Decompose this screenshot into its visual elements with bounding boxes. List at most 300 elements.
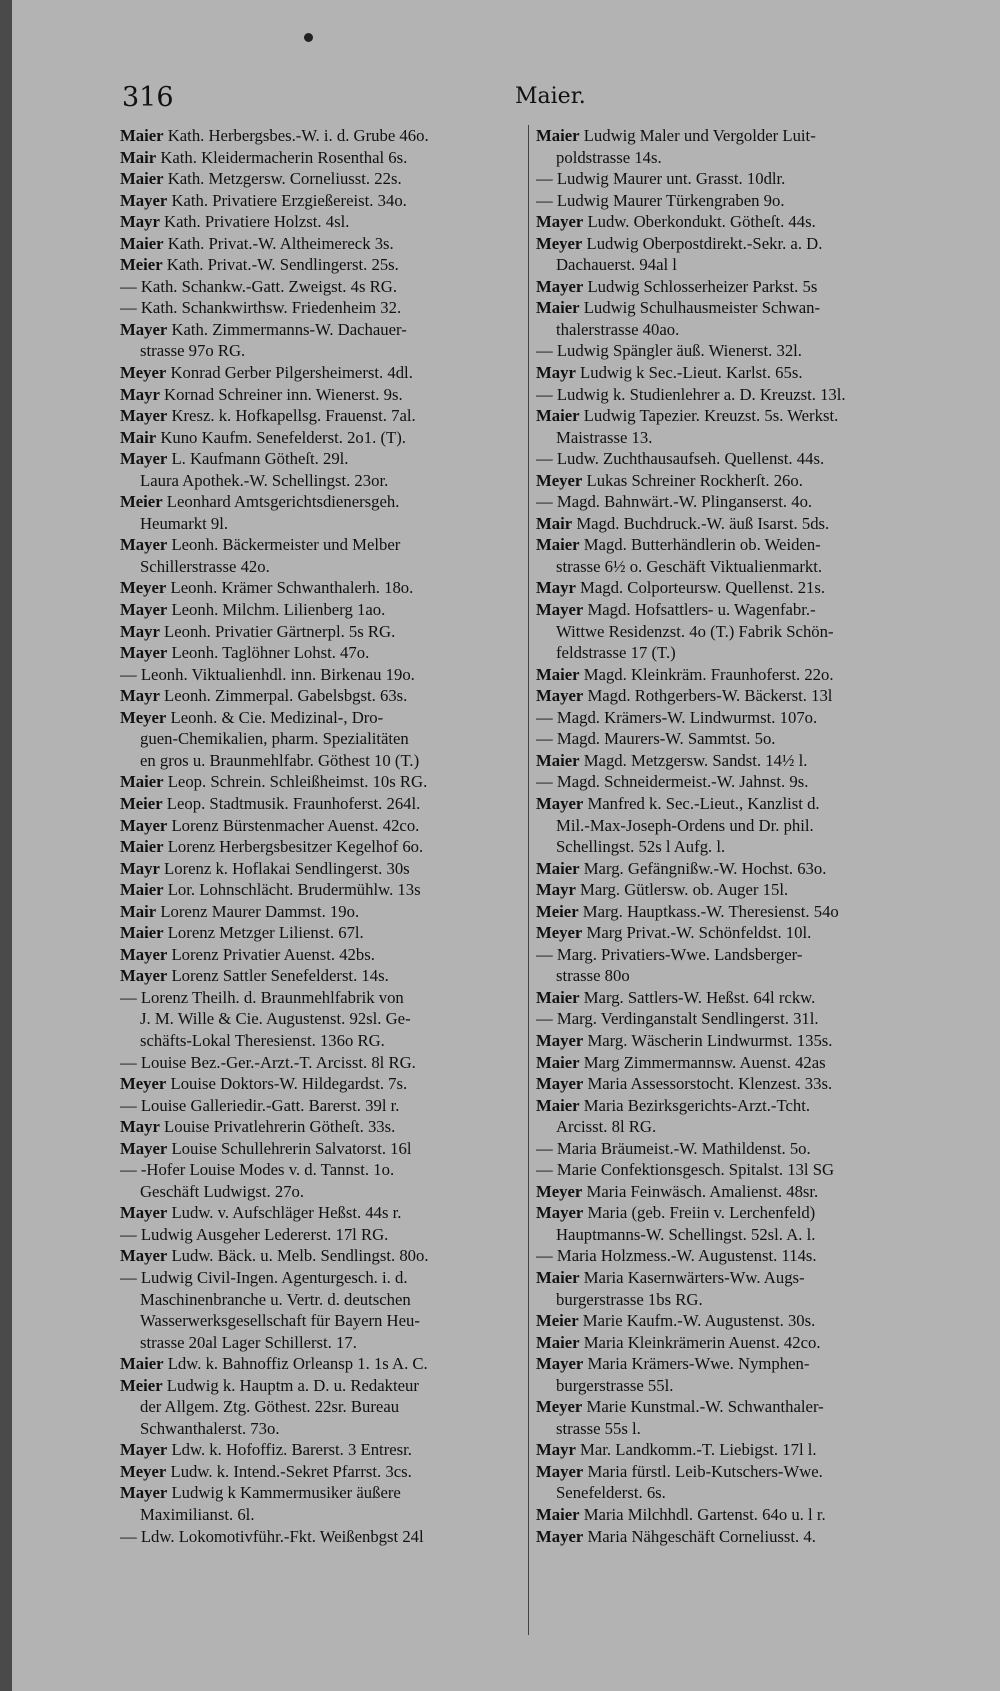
entry-text: Schellingst. 52s l Aufg. l. [556, 837, 726, 857]
directory-entry-line [120, 1073, 530, 1095]
entry-text: Konrad Gerber Pilgersheimerst. 4dl. [170, 363, 413, 383]
entry-text: Schillerstrasse 42o. [140, 556, 270, 576]
directory-entry-line [120, 965, 530, 987]
entry-text: Magd. Butterhändlerin ob. Weiden- [583, 535, 821, 555]
directory-entry-line [120, 276, 530, 298]
entry-text: Louise Privatlehrerin Götheſt. 33s. [164, 1117, 396, 1137]
directory-entry-line [120, 1310, 530, 1332]
entry-surname: Meier [120, 1375, 163, 1395]
entry-text: Geschäft Ludwigst. 27o. [140, 1181, 305, 1201]
directory-entry-line [536, 836, 946, 858]
directory-entry-line [536, 1439, 946, 1461]
entry-text: — Ludw. Zuchthausaufseh. Quellenst. 44s. [536, 449, 825, 469]
entry-surname: Maier [536, 126, 580, 145]
directory-entry-line [536, 491, 946, 513]
directory-entry-line [536, 254, 946, 276]
left-column [120, 125, 530, 1547]
directory-entry-line [120, 944, 530, 966]
entry-surname: Meyer [536, 1181, 583, 1201]
entry-surname: Mayr [536, 578, 576, 598]
directory-entry-line [120, 190, 530, 212]
directory-entry-line [120, 448, 530, 470]
directory-entry-line [536, 276, 946, 298]
directory-entry-line [120, 168, 530, 190]
entry-text: — Ludwig Civil-Ingen. Agenturgesch. i. d. [120, 1267, 408, 1287]
directory-entry-line [536, 1504, 946, 1526]
entry-text: strasse 55s l. [556, 1418, 641, 1438]
entry-text: Marg Privat.-W. Schönfeldst. 10l. [586, 923, 812, 943]
directory-entry-line [536, 1482, 946, 1504]
directory-entry-line [536, 297, 946, 319]
entry-text: Lorenz Metzger Lilienst. 67l. [167, 923, 364, 943]
entry-text: Ludwig k Sec.-Lieut. Karlst. 65s. [580, 363, 803, 383]
entry-surname: Maier [120, 772, 164, 792]
entry-text: strasse 6½ o. Geschäft Viktualienmarkt. [556, 556, 823, 576]
directory-entry-line [120, 793, 530, 815]
directory-entry-line [120, 1332, 530, 1354]
entry-surname: Maier [536, 664, 580, 684]
entry-surname: Mayer [120, 643, 168, 663]
entry-text: burgerstrasse 1bs RG. [556, 1289, 703, 1309]
entry-surname: Maier [120, 233, 164, 253]
entry-text: Kath. Privat.-W. Sendlingerst. 25s. [166, 255, 399, 275]
directory-entry-line [536, 125, 946, 147]
entry-text: Ludwig Oberpostdirekt.-Sekr. a. D. [586, 233, 823, 253]
entry-surname: Mayr [120, 858, 160, 878]
entry-text: — Ludwig Maurer Türkengraben 9o. [536, 190, 785, 210]
entry-text: strasse 80o [556, 966, 630, 986]
directory-entry-line [536, 427, 946, 449]
entry-surname: Maier [536, 406, 580, 426]
entry-text: — Leonh. Viktualienhdl. inn. Birkenau 19o. [120, 664, 415, 684]
entry-text: Magd. Buchdruck.-W. äuß Isarst. 5ds. [576, 513, 830, 533]
entry-surname: Maier [536, 1095, 580, 1115]
entry-text: schäfts-Lokal Theresienst. 136o RG. [140, 1030, 385, 1050]
directory-entry-line [120, 427, 530, 449]
directory-entry-line [120, 1116, 530, 1138]
directory-entry-line [536, 577, 946, 599]
entry-surname: Mayer [536, 600, 584, 620]
entry-surname: Maier [536, 987, 580, 1007]
entry-text: Kath. Privat.-W. Altheimereck 3s. [167, 233, 394, 253]
entry-surname: Meyer [120, 1461, 167, 1481]
entry-surname: Maier [120, 923, 164, 943]
directory-entry-line [536, 1396, 946, 1418]
entry-text: Maria (geb. Freiin v. Lerchenfeld) [587, 1203, 816, 1223]
entry-text: — Kath. Schankwirthsw. Friedenheim 32. [120, 298, 402, 318]
directory-entry-line [120, 1224, 530, 1246]
entry-text: Magd. Hofsattlers- u. Wagenfabr.- [587, 600, 816, 620]
entry-surname: Mayr [120, 621, 160, 641]
entry-text: Maria Krämers-Wwe. Nymphen- [587, 1354, 810, 1374]
entry-text: — Maria Bräumeist.-W. Mathildenst. 5o. [536, 1138, 811, 1158]
entry-text: Lukas Schreiner Rockherſt. 26o. [586, 470, 803, 490]
entry-surname: Meyer [120, 363, 167, 383]
entry-text: Ludw. v. Aufschläger Heßst. 44s r. [171, 1203, 402, 1223]
entry-text: Kath. Zimmermanns-W. Dachauer- [171, 319, 407, 339]
directory-entry-line [120, 836, 530, 858]
directory-entry-line [536, 211, 946, 233]
entry-text: strasse 20al Lager Schillerst. 17. [140, 1332, 357, 1352]
directory-entry-line [120, 470, 530, 492]
directory-entry-line [120, 1138, 530, 1160]
entry-text: Kresz. k. Hofkapellsg. Frauenst. 7al. [171, 406, 416, 426]
entry-text: — Marg. Verdinganstalt Sendlingerst. 31l. [536, 1009, 819, 1029]
directory-entry-line [536, 707, 946, 729]
entry-surname: Maier [536, 858, 580, 878]
entry-surname: Mayer [536, 1354, 584, 1374]
directory-entry-line [120, 1504, 530, 1526]
entry-text: — Magd. Schneidermeist.-W. Jahnst. 9s. [536, 772, 809, 792]
entry-text: Maria Feinwäsch. Amalienst. 48sr. [586, 1181, 819, 1201]
directory-entry-line [536, 513, 946, 535]
entry-surname: Maier [536, 535, 580, 555]
entry-surname: Mayer [536, 1074, 584, 1094]
entry-surname: Mayer [120, 1440, 168, 1460]
directory-entry-line [536, 470, 946, 492]
directory-entry-line [536, 1245, 946, 1267]
entry-text: Lorenz Privatier Auenst. 42bs. [171, 944, 375, 964]
directory-entry-line [536, 1289, 946, 1311]
entry-text: — -Hofer Louise Modes v. d. Tannst. 1o. [120, 1160, 395, 1180]
entry-text: Ludwig k. Hauptm a. D. u. Redakteur [166, 1375, 419, 1395]
directory-entry-line [536, 965, 946, 987]
directory-entry-line [120, 319, 530, 341]
entry-text: Leonh. & Cie. Medizinal-, Dro- [170, 707, 384, 727]
entry-surname: Maier [120, 1354, 164, 1374]
directory-entry-line [120, 750, 530, 772]
entry-text: strasse 97o RG. [140, 341, 246, 361]
entry-text: Leonh. Krämer Schwanthalerh. 18o. [170, 578, 414, 598]
entry-text: Leop. Schrein. Schleißheimst. 10s RG. [167, 772, 428, 792]
directory-entry-line [120, 125, 530, 147]
entry-surname: Meyer [120, 1074, 167, 1094]
entry-text: L. Kaufmann Götheſt. 29l. [171, 449, 349, 469]
directory-entry-line [536, 168, 946, 190]
directory-entry-line [536, 405, 946, 427]
directory-entry-line [120, 599, 530, 621]
entry-surname: Mayr [120, 212, 160, 232]
directory-entry-line [120, 1353, 530, 1375]
directory-entry-line [120, 1396, 530, 1418]
directory-entry-line [120, 1289, 530, 1311]
entry-text: — Marie Confektionsgesch. Spitalst. 13l SG [536, 1160, 835, 1180]
directory-entry-line [120, 556, 530, 578]
directory-entry-line [120, 254, 530, 276]
directory-entry-line [120, 491, 530, 513]
entry-text: Kath. Privatiere Erzgießereist. 34o. [171, 190, 407, 210]
entry-surname: Mayr [120, 384, 160, 404]
entry-text: Ludwig k Kammermusiker äußere [171, 1483, 401, 1503]
entry-text: Lorenz Bürstenmacher Auenst. 42co. [171, 815, 420, 835]
entry-surname: Maier [536, 1332, 580, 1352]
entry-text: J. M. Wille & Cie. Augustenst. 92sl. Ge- [140, 1009, 411, 1029]
directory-entry-line [120, 1267, 530, 1289]
entry-surname: Mayer [120, 319, 168, 339]
directory-entry-line [536, 879, 946, 901]
entry-surname: Mayer [536, 276, 584, 296]
directory-entry-line [120, 1439, 530, 1461]
entry-text: — Ludwig k. Studienlehrer a. D. Kreuzst. 13l. [536, 384, 846, 404]
directory-entry-line [536, 1353, 946, 1375]
directory-entry-line [536, 233, 946, 255]
entry-surname: Mair [536, 513, 573, 533]
directory-entry-line [536, 944, 946, 966]
entry-text: — Ludwig Spängler äuß. Wienerst. 32l. [536, 341, 802, 361]
directory-entry-line [536, 728, 946, 750]
directory-entry-line [120, 922, 530, 944]
directory-entry-line [120, 384, 530, 406]
directory-entry-line [536, 1375, 946, 1397]
entry-text: Marie Kunstmal.-W. Schwanthaler- [586, 1397, 824, 1417]
entry-text: Ludwig Schulhausmeister Schwan- [583, 298, 821, 318]
entry-text: Mar. Landkomm.-T. Liebigst. 17l l. [580, 1440, 817, 1460]
entry-text: en gros u. Braunmehlfabr. Göthest 10 (T.) [140, 750, 420, 770]
entry-text: Ldw. k. Hofoffiz. Barerst. 3 Entresr. [171, 1440, 412, 1460]
entry-surname: Maier [536, 1267, 580, 1287]
entry-surname: Meyer [536, 470, 583, 490]
entry-text: poldstrasse 14s. [556, 147, 662, 167]
directory-entry-line [120, 901, 530, 923]
entry-text: — Lorenz Theilh. d. Braunmehlfabrik von [120, 987, 404, 1007]
entry-text: Magd. Kleinkräm. Fraunhoferst. 22o. [583, 664, 834, 684]
entry-text: Maistrasse 13. [556, 427, 653, 447]
entry-surname: Meyer [536, 923, 583, 943]
entry-text: — Ludwig Maurer unt. Grasst. 10dlr. [536, 169, 786, 189]
entry-text: Wittwe Residenzst. 4o (T.) Fabrik Schön- [556, 621, 834, 641]
entry-text: — Kath. Schankw.-Gatt. Zweigst. 4s RG. [120, 276, 398, 296]
entry-text: Wasserwerksgesellschaft für Bayern Heu- [140, 1311, 420, 1331]
entry-text: Lorenz k. Hoflakai Sendlingerst. 30s [164, 858, 410, 878]
directory-entry-line [120, 771, 530, 793]
entry-text: Maria Kleinkrämerin Auenst. 42co. [583, 1332, 821, 1352]
binding-hole [304, 33, 313, 42]
entry-text: Leonh. Privatier Gärtnerpl. 5s RG. [164, 621, 396, 641]
entry-text: Maria Nähgeschäft Corneliusst. 4. [587, 1526, 816, 1546]
directory-entry-line [536, 685, 946, 707]
directory-entry-line [536, 1332, 946, 1354]
directory-entry-line [536, 1095, 946, 1117]
entry-text: Leonh. Zimmerpal. Gabelsbgst. 63s. [164, 686, 408, 706]
directory-entry-line [536, 1418, 946, 1440]
directory-entry-line [536, 922, 946, 944]
directory-entry-line [536, 987, 946, 1009]
entry-text: Marie Kaufm.-W. Augustenst. 30s. [582, 1311, 816, 1331]
directory-entry-line [536, 771, 946, 793]
entry-text: Schwanthalerst. 73o. [140, 1418, 280, 1438]
entry-text: Maschinenbranche u. Vertr. d. deutschen [140, 1289, 411, 1309]
entry-text: Ludwig Schlosserheizer Parkst. 5s [587, 276, 818, 296]
entry-text: Kath. Herbergsbes.-W. i. d. Grube 46o. [167, 126, 429, 145]
directory-entry-line [120, 211, 530, 233]
entry-text: Hauptmanns-W. Schellingst. 52sl. A. l. [556, 1224, 816, 1244]
entry-text: Leop. Stadtmusik. Fraunhoferst. 264l. [166, 793, 421, 813]
entry-text: Maria Milchhdl. Gartenst. 64o u. l r. [583, 1505, 826, 1524]
entry-text: Laura Apothek.-W. Schellingst. 23or. [140, 470, 389, 490]
directory-entry-line [120, 1095, 530, 1117]
entry-surname: Maier [536, 1505, 580, 1524]
directory-entry-line [120, 1482, 530, 1504]
directory-entry-line [120, 1159, 530, 1181]
entry-surname: Maier [536, 298, 580, 318]
entry-surname: Mayer [120, 966, 168, 986]
entry-text: Leonh. Bäckermeister und Melber [171, 535, 401, 555]
directory-entry-line [536, 901, 946, 923]
directory-entry-line [120, 534, 530, 556]
entry-surname: Maier [120, 880, 164, 900]
entry-text: Ludw. Bäck. u. Melb. Sendlingst. 80o. [171, 1246, 429, 1266]
directory-entry-line [120, 728, 530, 750]
running-head: Maier. [515, 84, 586, 109]
entry-surname: Mayer [120, 600, 168, 620]
entry-text: der Allgem. Ztg. Göthest. 22sr. Bureau [140, 1397, 400, 1417]
right-column [536, 125, 946, 1547]
directory-entry-line [536, 556, 946, 578]
entry-text: Maria Bezirksgerichts-Arzt.-Tcht. [583, 1095, 811, 1115]
entry-surname: Maier [536, 750, 580, 770]
directory-entry-line [120, 1181, 530, 1203]
entry-surname: Mayer [120, 944, 168, 964]
entry-text: Magd. Rothgerbers-W. Bäckerst. 13l [587, 686, 833, 706]
directory-entry-line [536, 1224, 946, 1246]
entry-text: Lorenz Herbergsbesitzer Kegelhof 6o. [167, 837, 424, 857]
directory-entry-line [120, 707, 530, 729]
entry-text: — Ldw. Lokomotivführ.-Fkt. Weißenbgst 24l [120, 1526, 424, 1546]
entry-text: Marg. Gütlersw. ob. Auger 15l. [580, 880, 789, 900]
entry-text: Ldw. k. Bahnoffiz Orleansp 1. 1s A. C. [167, 1354, 428, 1374]
entry-text: — Ludwig Ausgeher Ledererst. 17l RG. [120, 1224, 389, 1244]
directory-entry-line [536, 1310, 946, 1332]
entry-text: Kath. Metzgersw. Corneliusst. 22s. [167, 169, 402, 189]
directory-entry-line [536, 664, 946, 686]
directory-entry-line [120, 1030, 530, 1052]
entry-text: Marg. Gefängnißw.-W. Hochst. 63o. [583, 858, 827, 878]
directory-entry-line [120, 147, 530, 169]
entry-text: Ludwig Maler und Vergolder Luit- [583, 126, 816, 145]
directory-entry-line [536, 362, 946, 384]
entry-text: Marg. Sattlers-W. Heßst. 64l rckw. [583, 987, 816, 1007]
entry-surname: Maier [536, 1052, 580, 1072]
directory-entry-line [120, 1375, 530, 1397]
entry-surname: Mayr [120, 686, 160, 706]
entry-text: Mil.-Max-Joseph-Ordens und Dr. phil. [556, 815, 814, 835]
directory-entry-line [536, 1202, 946, 1224]
entry-text: Marg Zimmermannsw. Auenst. 42as [583, 1052, 826, 1072]
entry-surname: Meier [536, 901, 579, 921]
entry-text: Arcisst. 8l RG. [556, 1117, 657, 1137]
directory-entry-line [120, 858, 530, 880]
entry-surname: Maier [120, 126, 164, 145]
entry-text: Kornad Schreiner inn. Wienerst. 9s. [164, 384, 403, 404]
directory-entry-line [536, 750, 946, 772]
entry-surname: Mayr [536, 363, 576, 383]
directory-entry-line [536, 621, 946, 643]
directory-entry-line [536, 1116, 946, 1138]
entry-surname: Mayer [120, 1483, 168, 1503]
entry-surname: Mair [120, 901, 157, 921]
entry-text: Kath. Privatiere Holzst. 4sl. [164, 212, 350, 232]
page-header [110, 82, 960, 122]
directory-entry-line [120, 1526, 530, 1548]
directory-entry-line [120, 664, 530, 686]
directory-entry-line [120, 405, 530, 427]
entry-text: Senefelderst. 6s. [556, 1483, 666, 1503]
entry-text: Maximilianst. 6l. [140, 1505, 255, 1524]
entry-text: — Marg. Privatiers-Wwe. Landsberger- [536, 944, 803, 964]
directory-entry-line [536, 340, 946, 362]
entry-surname: Meier [120, 255, 163, 275]
entry-text: Lor. Lohnschlächt. Brudermühlw. 13s [167, 880, 421, 900]
directory-entry-line [120, 1052, 530, 1074]
directory-entry-line [120, 340, 530, 362]
page-number: 316 [122, 82, 174, 113]
entry-text: — Maria Holzmess.-W. Augustenst. 114s. [536, 1246, 817, 1266]
directory-entry-line [120, 1418, 530, 1440]
directory-entry-line [536, 1008, 946, 1030]
entry-text: Manfred k. Sec.-Lieut., Kanzlist d. [587, 793, 820, 813]
entry-surname: Mayer [120, 1138, 168, 1158]
entry-text: Ludwig Tapezier. Kreuzst. 5s. Werkst. [583, 406, 839, 426]
directory-entry-line [536, 448, 946, 470]
entry-text: Marg. Wäscherin Lindwurmst. 135s. [587, 1030, 833, 1050]
entry-text: Dachauerst. 94al l [556, 255, 677, 275]
entry-text: Ludw. Oberkondukt. Götheſt. 44s. [587, 212, 816, 232]
directory-entry-line [120, 621, 530, 643]
directory-entry-line [120, 987, 530, 1009]
directory-entry-line [536, 599, 946, 621]
entry-text: — Louise Galleriedir.-Gatt. Barerst. 39l r. [120, 1095, 400, 1115]
entry-text: Lorenz Sattler Senefelderst. 14s. [171, 966, 389, 986]
directory-entry-line [536, 1267, 946, 1289]
directory-entry-line [536, 642, 946, 664]
directory-entry-line [536, 384, 946, 406]
entry-text: guen-Chemikalien, pharm. Spezialitäten [140, 729, 409, 749]
entry-surname: Mayer [536, 1526, 584, 1546]
entry-text: Kuno Kaufm. Senefelderst. 2o1. (T). [160, 427, 406, 447]
directory-entry-line [536, 1159, 946, 1181]
entry-text: Maria Assessorstocht. Klenzest. 33s. [587, 1074, 833, 1094]
entry-surname: Meyer [536, 233, 583, 253]
entry-surname: Meyer [120, 707, 167, 727]
directory-entry-line [536, 1526, 946, 1548]
entry-text: Kath. Kleidermacherin Rosenthal 6s. [160, 147, 408, 167]
directory-entry-line [120, 1461, 530, 1483]
entry-text: Magd. Metzgersw. Sandst. 14½ l. [583, 750, 808, 770]
entry-surname: Mayer [536, 1030, 584, 1050]
directory-entry-line [120, 879, 530, 901]
entry-text: burgerstrasse 55l. [556, 1375, 674, 1395]
entry-surname: Mayer [120, 815, 168, 835]
directory-entry-line [536, 815, 946, 837]
entry-text: Ludw. k. Intend.-Sekret Pfarrst. 3cs. [170, 1461, 412, 1481]
directory-entry-line [536, 1052, 946, 1074]
directory-entry-line [536, 793, 946, 815]
directory-entry-line [536, 147, 946, 169]
directory-entry-line [536, 1138, 946, 1160]
entry-text: Leonh. Milchm. Lilienberg 1ao. [171, 600, 386, 620]
entry-surname: Meyer [120, 578, 167, 598]
entry-text: — Magd. Bahnwärt.-W. Plinganserst. 4o. [536, 492, 813, 512]
entry-surname: Mayer [120, 190, 168, 210]
directory-entry-line [536, 534, 946, 556]
entry-surname: Meier [120, 492, 163, 512]
directory-entry-line [120, 642, 530, 664]
entry-text: Lorenz Maurer Dammst. 19o. [160, 901, 360, 921]
entry-surname: Mayer [120, 1246, 168, 1266]
entry-text: Louise Doktors-W. Hildegardst. 7s. [170, 1074, 408, 1094]
entry-text: Maria fürstl. Leib-Kutschers-Wwe. [587, 1461, 823, 1481]
directory-entry-line [120, 297, 530, 319]
